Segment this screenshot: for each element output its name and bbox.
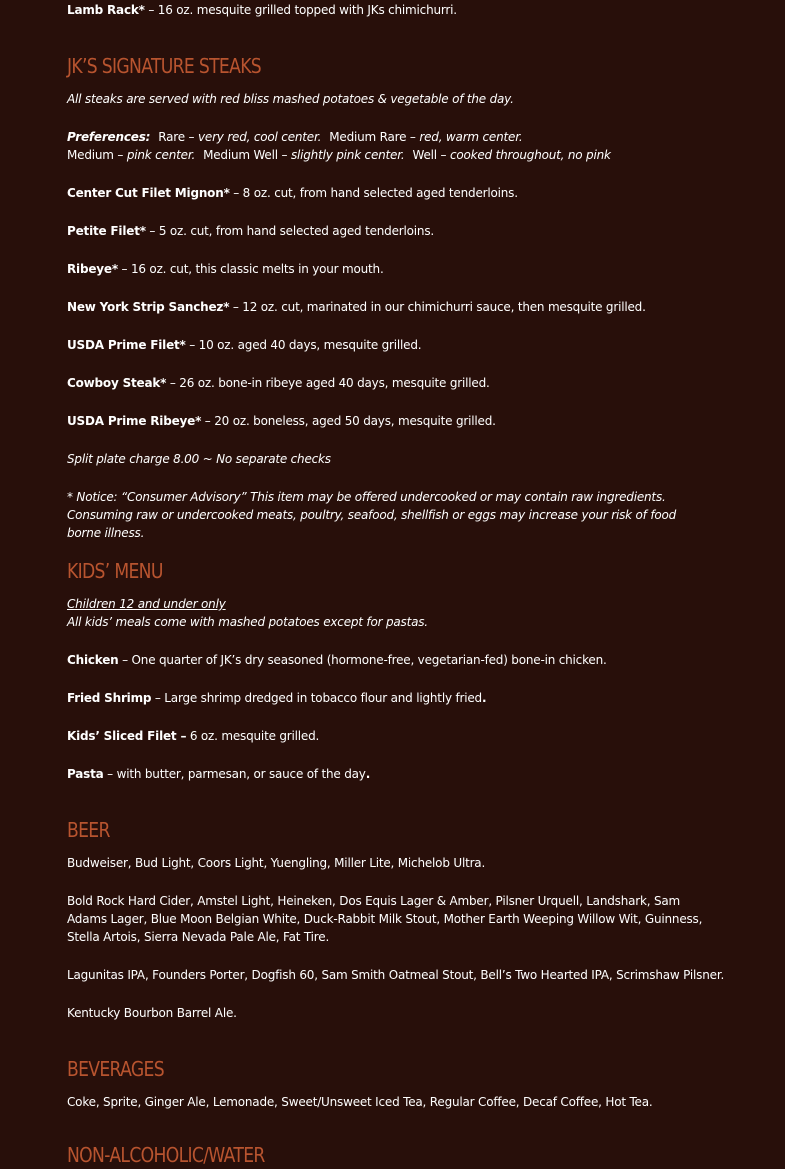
item-name: USDA Prime Ribeye*: [67, 414, 202, 428]
beer-list-seasonal: Kentucky Bourbon Barrel Ale.: [67, 1006, 237, 1020]
split-plate-charge: Split plate charge 8.00 ~ No separate checks: [67, 452, 331, 466]
menu-item-new-york-strip-sanchez: [67, 298, 717, 316]
section-heading-beer: BEER: [67, 818, 110, 842]
item-name: Fried Shrimp: [67, 691, 152, 705]
preference-name: Well –: [412, 148, 447, 162]
preferences-label: Preferences:: [67, 130, 151, 144]
beer-list-imports: Bold Rock Hard Cider, Amstel Light, Heineken, Dos Equis Lager & Amber, Pilsner Urquell, Landshark, Sam Adams Lager, Blue Moon Belgian White, Duck-Rabbit Milk Stout, Mother Earth Weeping Willow Wit, Guinness, Stella Artois, Sierra Nevada Pale Ale, Fat Tire.: [67, 894, 703, 944]
item-name: New York Strip Sanchez*: [67, 300, 230, 314]
menu-item-lamb-rack: [67, 1, 717, 19]
menu-item-cowboy-steak: [67, 374, 717, 392]
item-description: – 12 oz. cut, marinated in our chimichurri sauce, then mesquite grilled.: [229, 300, 646, 314]
item-description: – 20 oz. boneless, aged 50 days, mesquite grilled.: [201, 414, 496, 428]
item-name: Petite Filet*: [67, 224, 146, 238]
preference-name: Medium Rare –: [329, 130, 416, 144]
item-name: Chicken: [67, 653, 119, 667]
consumer-advisory-notice: * Notice: “Consumer Advisory” This item may be offered undercooked or may contain raw ingredients. Consuming raw or undercooked meats, poultry, seafood, shellfish or eggs may increase your risk of food borne illness.: [67, 490, 677, 540]
item-description: – 8 oz. cut, from hand selected aged tenderloins.: [229, 186, 518, 200]
preference-name: Medium –: [67, 148, 124, 162]
item-description: – 16 oz. mesquite grilled topped with JKs chimichurri.: [144, 3, 457, 17]
item-name: Cowboy Steak*: [67, 376, 167, 390]
preference-desc: very red, cool center.: [197, 130, 322, 144]
menu-item-kids-pasta: [67, 765, 717, 783]
menu-item-ribeye: [67, 260, 717, 278]
beer-list-domestic: Budweiser, Bud Light, Coors Light, Yuengling, Miller Lite, Michelob Ultra.: [67, 856, 486, 870]
preference-name: Rare –: [158, 130, 195, 144]
item-name: Lamb Rack*: [67, 3, 145, 17]
kids-sides-note: All kids’ meals come with mashed potatoes except for pastas.: [67, 615, 428, 629]
item-description: 6 oz. mesquite grilled.: [186, 729, 320, 743]
menu-item-kids-chicken: [67, 651, 717, 669]
section-heading-signature-steaks: JK’S SIGNATURE STEAKS: [67, 54, 262, 78]
item-description: – One quarter of JK’s dry seasoned (hormone-free, vegetarian-fed) bone-in chicken.: [118, 653, 607, 667]
item-name: Ribeye*: [67, 262, 118, 276]
steaks-intro: All steaks are served with red bliss mashed potatoes & vegetable of the day.: [67, 92, 514, 106]
section-heading-non-alcoholic: NON-ALCOHOLIC/WATER: [67, 1143, 265, 1167]
menu-item-center-cut-filet-mignon: [67, 184, 717, 202]
menu-item-petite-filet: [67, 222, 717, 240]
item-end: .: [481, 691, 487, 705]
beer-list-craft: Lagunitas IPA, Founders Porter, Dogfish 60, Sam Smith Oatmeal Stout, Bell’s Two Hearted IPA, Scrimshaw Pilsner.: [67, 968, 725, 982]
preference-desc: red, warm center.: [419, 130, 523, 144]
item-description: – Large shrimp dredged in tobacco flour and lightly fried: [151, 691, 482, 705]
item-description: – 16 oz. cut, this classic melts in your mouth.: [117, 262, 384, 276]
preference-desc: cooked throughout, no pink: [449, 148, 611, 162]
section-heading-kids-menu: KIDS’ MENU: [67, 559, 163, 583]
menu-item-kids-sliced-filet: [67, 727, 717, 745]
beverages-list: Coke, Sprite, Ginger Ale, Lemonade, Sweet/Unsweet Iced Tea, Regular Coffee, Decaf Coffee, Hot Tea.: [67, 1095, 653, 1109]
item-description: – 26 oz. bone-in ribeye aged 40 days, mesquite grilled.: [166, 376, 490, 390]
item-name: Pasta: [67, 767, 104, 781]
preference-desc: slightly pink center.: [290, 148, 405, 162]
item-end: .: [365, 767, 371, 781]
preferences-line-2: [67, 146, 717, 164]
section-heading-beverages: BEVERAGES: [67, 1057, 164, 1081]
menu-item-usda-prime-filet: [67, 336, 717, 354]
item-name: Center Cut Filet Mignon*: [67, 186, 230, 200]
menu-item-usda-prime-ribeye: [67, 412, 717, 430]
item-description: – 10 oz. aged 40 days, mesquite grilled.: [185, 338, 422, 352]
preference-desc: pink center.: [126, 148, 196, 162]
preference-name: Medium Well –: [203, 148, 288, 162]
kids-age-note: Children 12 and under only: [67, 597, 226, 611]
menu-item-kids-fried-shrimp: [67, 689, 717, 707]
item-description: – 5 oz. cut, from hand selected aged tenderloins.: [145, 224, 434, 238]
item-name: Kids’ Sliced Filet –: [67, 729, 187, 743]
preferences-line-1: [67, 128, 717, 146]
item-name: USDA Prime Filet*: [67, 338, 186, 352]
item-description: – with butter, parmesan, or sauce of the day: [103, 767, 366, 781]
